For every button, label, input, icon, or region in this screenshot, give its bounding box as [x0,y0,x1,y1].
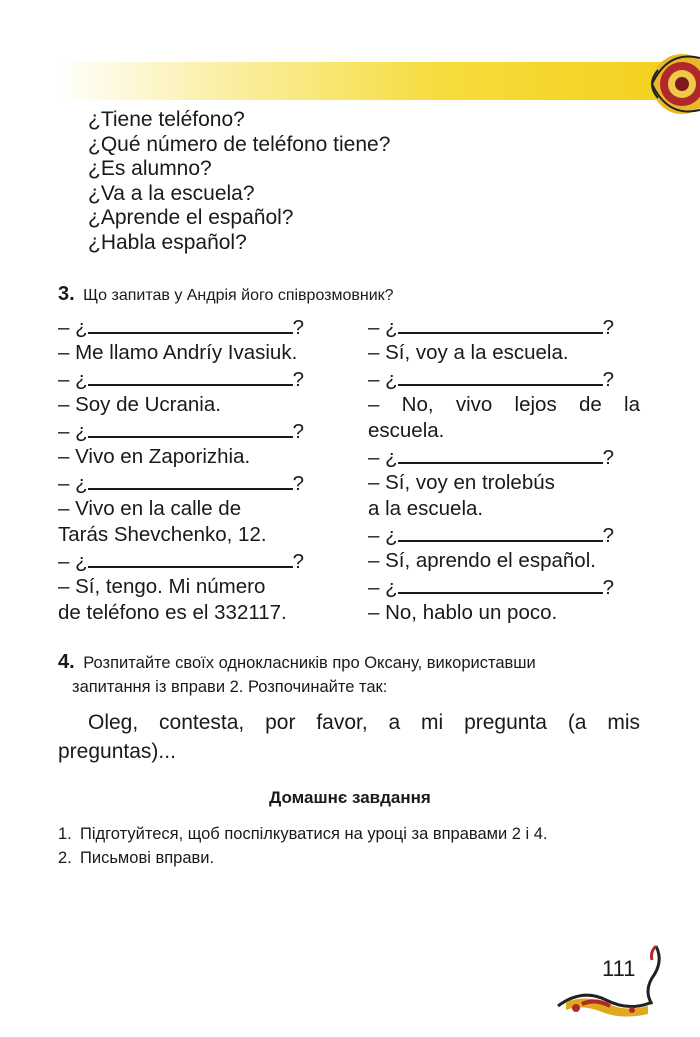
answer-blank[interactable] [398,366,603,386]
question-item: ¿Va a la escuela? [88,181,255,205]
exercise-4-heading [58,650,640,699]
answer-line: Tarás Shevchenko, 12. [58,523,267,546]
question-item: ¿Habla español? [88,230,247,254]
answer-blank[interactable] [398,444,603,464]
answer-line: de teléfono es el 332117. [58,601,287,624]
homework-item-text: Підготуйтеся, щоб поспілкуватися на уроці за вправами 2 і 4. [80,825,548,843]
blank-question: – ¿ ? [58,420,305,443]
answer-line: – No, vivo lejos de la [368,393,640,416]
exercise-3-instruction: Що запитав у Андрія його співрозмовник? [83,287,394,304]
answer-line: – Sí, aprendo el español. [368,549,596,572]
answer-line: a la escuela. [368,497,484,520]
ornament-bottom-icon [552,942,670,1022]
answer-line: – Sí, voy en trolebús [368,471,555,494]
page-number: 111 [602,956,636,981]
question-list [88,108,390,256]
ornament-top-icon [638,40,700,128]
answer-blank[interactable] [88,418,293,438]
exercise-4-instruction-line2: запитання із вправи 2. Розпочинайте так: [72,678,388,696]
answer-line: – No, hablo un poco. [368,601,558,624]
dialogue-left-column [58,314,338,626]
homework-list [58,822,640,870]
blank-question: – ¿ ? [368,316,615,339]
answer-blank[interactable] [398,574,603,594]
blank-question: – ¿ ? [368,368,615,391]
answer-blank[interactable] [398,522,603,542]
homework-item-text: Письмові вправи. [80,849,215,867]
homework-item [58,846,640,870]
homework-item [58,822,640,846]
homework-title: Домашнє завдання [269,788,431,807]
exercise-4-number: 4. [58,651,75,673]
exercise-4-instruction-line1: Розпитайте своїх однокласників про Оксану, використавши [83,654,536,672]
exercise-4-model-text: Oleg, contesta, por favor, a mi pregunta (a mis preguntas)... [58,711,640,763]
answer-blank[interactable] [88,314,293,334]
answer-line: – Vivo en la calle de [58,497,242,520]
blank-question: – ¿ ? [368,524,615,547]
blank-question: – ¿ ? [58,550,305,573]
exercise-3-number: 3. [58,283,75,305]
answer-line: – Vivo en Zaporizhia. [58,445,251,468]
answer-blank[interactable] [88,470,293,490]
question-item: ¿Es alumno? [88,157,212,181]
answer-line: – Soy de Ucrania. [58,393,221,416]
blank-question: – ¿ ? [58,368,305,391]
answer-blank[interactable] [88,548,293,568]
dialogue-right-column [368,314,640,626]
blank-question: – ¿ ? [368,576,615,599]
exercise-3-heading [58,283,394,306]
blank-question: – ¿ ? [58,316,305,339]
answer-blank[interactable] [88,366,293,386]
blank-question: – ¿ ? [368,446,615,469]
question-item: ¿Qué número de teléfono tiene? [88,132,391,156]
answer-line: – Sí, tengo. Mi número [58,575,266,598]
blank-question: – ¿ ? [58,472,305,495]
question-item: ¿Tiene teléfono? [88,108,245,131]
homework-item-number: 1. [58,825,72,843]
question-item: ¿Aprende el español? [88,206,294,230]
homework-item-number: 2. [58,849,72,867]
header-banner [55,62,700,100]
answer-blank[interactable] [398,314,603,334]
answer-line: – Me llamo Andríy Ivasiuk. [58,341,298,364]
answer-line: escuela. [368,419,445,442]
answer-line: – Sí, voy a la escuela. [368,341,569,364]
